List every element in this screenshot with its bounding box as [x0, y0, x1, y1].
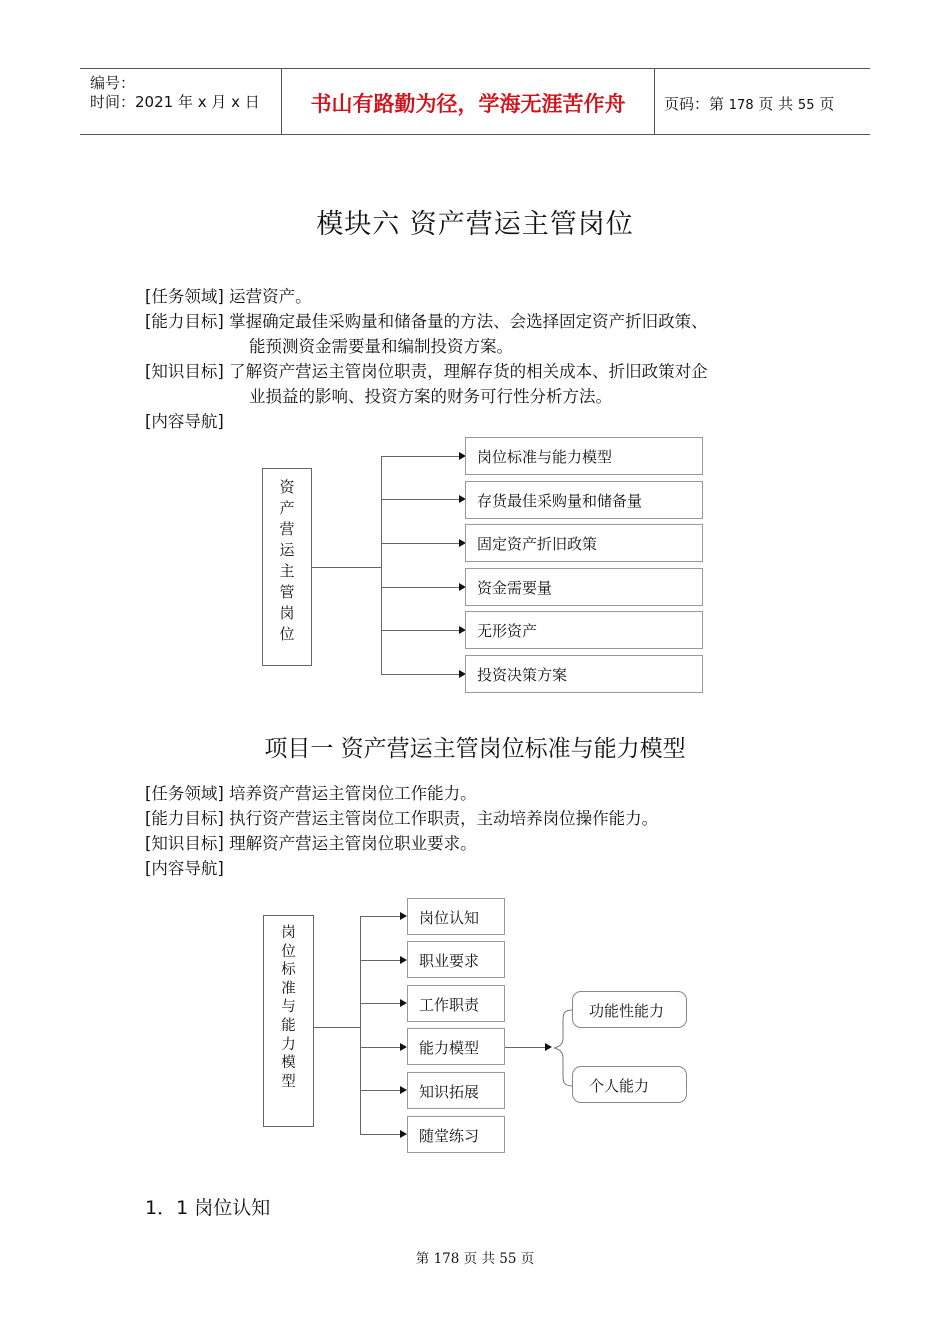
project-title: 项目一 资产营运主管岗位标准与能力模型: [264, 736, 686, 762]
row-label: [内容导航]: [145, 412, 224, 431]
module-row-task: [145, 286, 312, 308]
item-label: 投资决策方案: [477, 666, 568, 684]
row-label: [能力目标]: [145, 312, 224, 331]
diagram1-branch: [381, 674, 460, 675]
root-char: 标: [281, 962, 296, 979]
row-text: 掌握确定最佳采购量和储备量的方法、会选择固定资产折旧政策、: [229, 312, 708, 331]
root-char: 管: [279, 583, 295, 601]
diagram2-item: [407, 898, 505, 935]
diagram1-trunk: [312, 567, 382, 568]
module-title: 模块六 资产营运主管岗位: [316, 209, 634, 240]
project-row-knowledge: [145, 833, 477, 855]
footer-mid: 页 共: [459, 1251, 500, 1267]
module-row-knowledge: [145, 361, 708, 383]
diagram2-item: [407, 985, 505, 1022]
diagram1-branch: [381, 543, 460, 544]
row-label: [知识目标]: [145, 362, 224, 381]
diagram2-branch: [360, 1090, 401, 1091]
item-label: 知识拓展: [419, 1083, 480, 1101]
item-label: 存货最佳采购量和储备量: [477, 492, 643, 510]
header-bottom-rule: [80, 134, 870, 135]
page-footer: [0, 1247, 950, 1267]
root-char: 营: [279, 520, 295, 538]
root-char: 岗: [281, 925, 296, 941]
item-label: 固定资产折旧政策: [477, 535, 598, 553]
row-label: [内容导航]: [145, 859, 224, 878]
diagram1-branch: [381, 587, 460, 588]
root-char: 与: [281, 999, 296, 1016]
sub-item-label: 功能性能力: [589, 1002, 665, 1020]
page-suffix: 页: [814, 95, 835, 113]
page-current: 178: [728, 98, 754, 113]
diagram2-branch: [360, 1047, 401, 1048]
arrow-icon: [400, 999, 407, 1007]
header-time-label: 时间：2021 年 x 月 x 日: [90, 93, 260, 111]
diagram1-branch: [381, 456, 460, 457]
module-row-knowledge-cont: 业损益的影响、投资方案的财务可行性分析方法。: [249, 387, 612, 406]
footer-current: 178: [433, 1251, 460, 1267]
project-row-task: [145, 783, 477, 805]
diagram2-item: [407, 1116, 505, 1153]
diagram1-branch: [381, 499, 460, 500]
arrow-icon: [400, 912, 407, 920]
module-row-nav: [145, 411, 224, 433]
project-row-nav: [145, 858, 224, 880]
diagram1-root-box: [262, 468, 312, 666]
footer-suffix: 页: [516, 1251, 535, 1267]
row-label: [能力目标]: [145, 809, 224, 828]
page-prefix: 页码：第: [664, 95, 729, 113]
item-label: 无形资产: [477, 622, 538, 640]
footer-total: 55: [499, 1251, 517, 1267]
page-mid: 页 共: [753, 95, 798, 113]
page-total: 55: [797, 98, 815, 113]
row-text: 执行资产营运主管岗位工作职责，主动培养岗位操作能力。: [229, 809, 659, 828]
diagram2-branch: [360, 960, 401, 961]
diagram2-branch: [360, 916, 401, 917]
root-char: 岗: [279, 604, 295, 622]
root-char: 主: [279, 562, 295, 580]
diagram2-item: [407, 941, 505, 978]
diagram2-branch: [360, 1003, 401, 1004]
root-char: 准: [281, 980, 296, 997]
root-char: 位: [279, 625, 295, 643]
root-char: 运: [279, 541, 295, 559]
header-motto: 书山有路勤为径，学海无涯苦作舟: [310, 91, 626, 116]
sub-item-label: 个人能力: [589, 1077, 650, 1095]
root-char: 力: [281, 1036, 296, 1053]
module-row-ability: [145, 311, 708, 333]
diagram1-item: [465, 568, 703, 606]
diagram2-spine: [360, 916, 361, 1134]
diagram2-sub-item: [572, 991, 687, 1028]
diagram2-root-text: [264, 924, 313, 1091]
root-char: 位: [281, 943, 296, 960]
item-label: 岗位标准与能力模型: [477, 448, 613, 466]
diagram1-item: [465, 611, 703, 649]
row-label: [知识目标]: [145, 834, 224, 853]
arrow-icon: [400, 956, 407, 964]
row-label: [任务领域]: [145, 784, 224, 803]
diagram1-branch: [381, 630, 460, 631]
arrow-icon: [400, 1086, 407, 1094]
row-text: 了解资产营运主管岗位职责，理解存货的相关成本、折旧政策对企: [229, 362, 708, 381]
diagram2-item: [407, 1028, 505, 1065]
header-page-info: [664, 93, 834, 114]
diagram1-root-text: [263, 477, 311, 645]
footer-prefix: 第: [415, 1251, 434, 1267]
project-row-ability: [145, 808, 658, 830]
diagram1-item: [465, 481, 703, 519]
item-label: 随堂练习: [419, 1127, 480, 1145]
item-label: 岗位认知: [419, 909, 480, 927]
row-text: 理解资产营运主管岗位职业要求。: [229, 834, 477, 853]
row-label: [任务领域]: [145, 287, 224, 306]
root-char: 资: [279, 478, 295, 496]
item-label: 职业要求: [419, 952, 480, 970]
diagram2-sub-item: [572, 1066, 687, 1103]
header-number-label: 编号：: [90, 74, 136, 92]
diagram2-sub-connector: [505, 1047, 545, 1048]
arrow-icon: [400, 1043, 407, 1051]
header-divider-right: [654, 68, 655, 135]
header-top-rule: [80, 68, 870, 69]
diagram2-trunk: [314, 1027, 361, 1028]
row-text: 培养资产营运主管岗位工作能力。: [229, 784, 477, 803]
diagram1-item: [465, 437, 703, 475]
diagram1-spine: [381, 456, 382, 675]
section-title: 1．1 岗位认知: [145, 1197, 271, 1219]
root-char: 模: [281, 1055, 296, 1072]
item-label: 能力模型: [419, 1039, 480, 1057]
diagram2-branch: [360, 1134, 401, 1135]
module-row-ability-cont: 能预测资金需要量和编制投资方案。: [249, 337, 513, 356]
item-label: 资金需要量: [477, 579, 553, 597]
root-char: 产: [279, 499, 295, 517]
root-char: 型: [281, 1073, 296, 1090]
arrow-icon: [400, 1130, 407, 1138]
item-label: 工作职责: [419, 996, 480, 1014]
diagram1-item: [465, 524, 703, 562]
row-text: 运营资产。: [229, 287, 312, 306]
diagram2-item: [407, 1072, 505, 1109]
root-char: 能: [281, 1017, 296, 1034]
diagram2-root-box: [263, 915, 314, 1127]
diagram1-item: [465, 655, 703, 693]
